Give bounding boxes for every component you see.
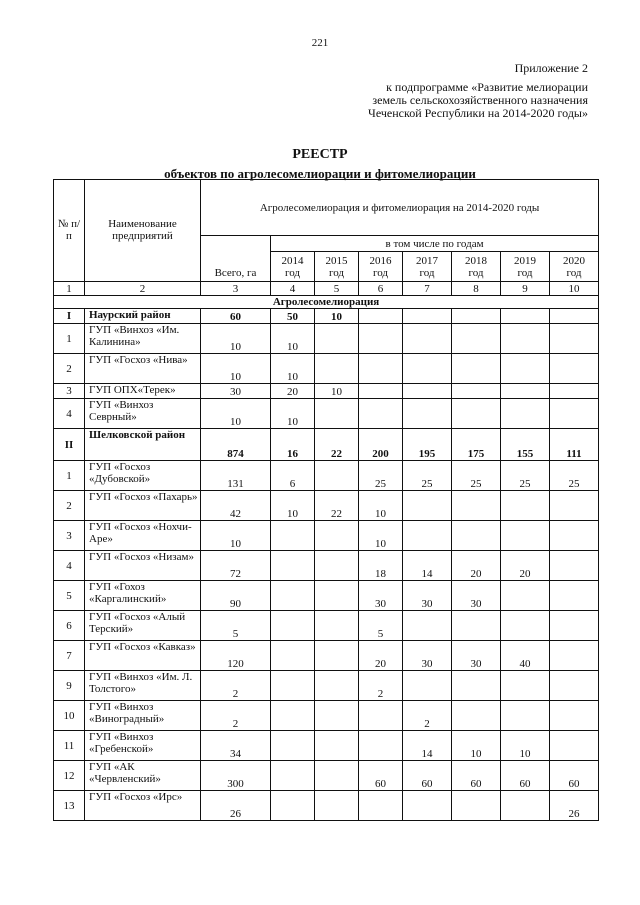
cell-no: 2 bbox=[54, 491, 85, 521]
header-name: Наименование предприятий bbox=[85, 180, 201, 282]
cell-y2020 bbox=[550, 641, 599, 671]
cell-y2014: 6 bbox=[271, 461, 315, 491]
cell-y2017: 195 bbox=[403, 429, 452, 461]
cell-y2016: 25 bbox=[359, 461, 403, 491]
cell-y2014 bbox=[271, 671, 315, 701]
cell-name: ГУП «Винхоз «Им. Калинина» bbox=[85, 324, 201, 354]
cell-no: 3 bbox=[54, 521, 85, 551]
cell-y2017 bbox=[403, 354, 452, 384]
cell-no: 12 bbox=[54, 761, 85, 791]
header-year: 2015 год bbox=[315, 252, 359, 282]
cell-name: ГУП ОПХ«Терек» bbox=[85, 384, 201, 399]
header-year: 2018 год bbox=[452, 252, 501, 282]
cell-y2019: 25 bbox=[501, 461, 550, 491]
cell-y2016: 18 bbox=[359, 551, 403, 581]
cell-y2017 bbox=[403, 399, 452, 429]
appendix-line: Чеченской Республики на 2014-2020 годы» bbox=[368, 106, 588, 120]
cell-y2017: 14 bbox=[403, 551, 452, 581]
cell-name: ГУП «Гохоз «Каргалинский» bbox=[85, 581, 201, 611]
cell-y2016: 2 bbox=[359, 671, 403, 701]
cell-y2014 bbox=[271, 581, 315, 611]
document-subtitle: объектов по агролесомелиорации и фитомелиорации bbox=[164, 166, 476, 181]
cell-y2015 bbox=[315, 399, 359, 429]
header-year: 2019 год bbox=[501, 252, 550, 282]
cell-y2015 bbox=[315, 461, 359, 491]
table-row bbox=[54, 551, 599, 581]
cell-y2020: 60 bbox=[550, 761, 599, 791]
cell-total: 2 bbox=[201, 671, 271, 701]
cell-total: 34 bbox=[201, 731, 271, 761]
cell-y2020: 111 bbox=[550, 429, 599, 461]
cell-no: 11 bbox=[54, 731, 85, 761]
cell-y2018: 60 bbox=[452, 761, 501, 791]
cell-y2019: 10 bbox=[501, 731, 550, 761]
cell-y2018 bbox=[452, 791, 501, 821]
cell-name: ГУП «Госхоз «Дубовской» bbox=[85, 461, 201, 491]
cell-y2014: 16 bbox=[271, 429, 315, 461]
column-number: 10 bbox=[550, 282, 599, 296]
cell-y2016: 10 bbox=[359, 491, 403, 521]
cell-name: Шелковской район bbox=[85, 429, 201, 461]
table-row bbox=[54, 671, 599, 701]
cell-y2020 bbox=[550, 611, 599, 641]
cell-y2015: 10 bbox=[315, 384, 359, 399]
cell-no: 6 bbox=[54, 611, 85, 641]
cell-y2019 bbox=[501, 521, 550, 551]
cell-y2016: 30 bbox=[359, 581, 403, 611]
cell-y2019 bbox=[501, 354, 550, 384]
column-number: 1 bbox=[54, 282, 85, 296]
header-years-group: в том числе по годам bbox=[271, 236, 599, 252]
column-number: 6 bbox=[359, 282, 403, 296]
cell-y2017 bbox=[403, 611, 452, 641]
column-number: 8 bbox=[452, 282, 501, 296]
cell-no: 1 bbox=[54, 324, 85, 354]
cell-y2018: 25 bbox=[452, 461, 501, 491]
cell-y2015 bbox=[315, 701, 359, 731]
cell-y2014 bbox=[271, 791, 315, 821]
document-title: РЕЕСТР bbox=[292, 147, 348, 162]
cell-y2015 bbox=[315, 641, 359, 671]
table-row bbox=[54, 399, 599, 429]
cell-total: 60 bbox=[201, 309, 271, 324]
cell-total: 42 bbox=[201, 491, 271, 521]
cell-total: 874 bbox=[201, 429, 271, 461]
appendix-line: земель сельскохозяйственного назначения bbox=[372, 93, 588, 107]
cell-y2014: 10 bbox=[271, 491, 315, 521]
cell-y2015 bbox=[315, 551, 359, 581]
cell-y2018 bbox=[452, 384, 501, 399]
cell-y2019 bbox=[501, 399, 550, 429]
table-row bbox=[54, 611, 599, 641]
cell-y2018 bbox=[452, 671, 501, 701]
cell-y2020 bbox=[550, 399, 599, 429]
table-row bbox=[54, 761, 599, 791]
cell-total: 10 bbox=[201, 354, 271, 384]
cell-y2014 bbox=[271, 551, 315, 581]
cell-y2015 bbox=[315, 671, 359, 701]
cell-no: 4 bbox=[54, 399, 85, 429]
cell-no: 1 bbox=[54, 461, 85, 491]
appendix-line: к подпрограмме «Развитие мелиорации bbox=[386, 80, 588, 94]
cell-y2018 bbox=[452, 309, 501, 324]
column-number: 2 bbox=[85, 282, 201, 296]
cell-total: 90 bbox=[201, 581, 271, 611]
cell-y2016: 60 bbox=[359, 761, 403, 791]
cell-name: ГУП «Госхоз «Алый Терский» bbox=[85, 611, 201, 641]
cell-y2017: 30 bbox=[403, 581, 452, 611]
cell-y2020 bbox=[550, 551, 599, 581]
table-row bbox=[54, 641, 599, 671]
cell-y2018: 30 bbox=[452, 641, 501, 671]
cell-no: 5 bbox=[54, 581, 85, 611]
table-row bbox=[54, 324, 599, 354]
cell-y2018 bbox=[452, 399, 501, 429]
cell-y2014 bbox=[271, 731, 315, 761]
cell-y2017 bbox=[403, 324, 452, 354]
cell-no: 3 bbox=[54, 384, 85, 399]
cell-y2018 bbox=[452, 354, 501, 384]
cell-total: 120 bbox=[201, 641, 271, 671]
header-total: Всего, га bbox=[201, 236, 271, 282]
page-number: 221 bbox=[311, 37, 329, 49]
cell-y2014: 10 bbox=[271, 354, 315, 384]
registry-table bbox=[53, 179, 599, 821]
table-row bbox=[54, 791, 599, 821]
cell-total: 300 bbox=[201, 761, 271, 791]
cell-y2016 bbox=[359, 399, 403, 429]
cell-y2016: 20 bbox=[359, 641, 403, 671]
cell-y2015 bbox=[315, 791, 359, 821]
cell-y2019: 60 bbox=[501, 761, 550, 791]
cell-name: ГУП «Госхоз «Низам» bbox=[85, 551, 201, 581]
cell-y2019: 40 bbox=[501, 641, 550, 671]
cell-y2015 bbox=[315, 521, 359, 551]
cell-no: II bbox=[54, 429, 85, 461]
cell-y2014 bbox=[271, 701, 315, 731]
cell-y2018 bbox=[452, 611, 501, 641]
header-year: 2017 год bbox=[403, 252, 452, 282]
cell-y2017: 25 bbox=[403, 461, 452, 491]
cell-y2018: 175 bbox=[452, 429, 501, 461]
cell-no: 7 bbox=[54, 641, 85, 671]
cell-y2016 bbox=[359, 731, 403, 761]
cell-y2015 bbox=[315, 581, 359, 611]
cell-y2015 bbox=[315, 761, 359, 791]
cell-y2020 bbox=[550, 521, 599, 551]
cell-y2017: 2 bbox=[403, 701, 452, 731]
cell-total: 10 bbox=[201, 399, 271, 429]
cell-no: 9 bbox=[54, 671, 85, 701]
cell-y2014: 20 bbox=[271, 384, 315, 399]
cell-y2019 bbox=[501, 701, 550, 731]
cell-y2017: 14 bbox=[403, 731, 452, 761]
cell-y2020 bbox=[550, 354, 599, 384]
cell-no: 10 bbox=[54, 701, 85, 731]
cell-y2017 bbox=[403, 791, 452, 821]
cell-name: ГУП «Винхоз Севрный» bbox=[85, 399, 201, 429]
table-row bbox=[54, 521, 599, 551]
cell-y2016 bbox=[359, 324, 403, 354]
cell-y2019 bbox=[501, 581, 550, 611]
cell-y2019 bbox=[501, 324, 550, 354]
cell-total: 131 bbox=[201, 461, 271, 491]
table-row bbox=[54, 309, 599, 324]
cell-y2015 bbox=[315, 354, 359, 384]
cell-y2018: 10 bbox=[452, 731, 501, 761]
cell-total: 30 bbox=[201, 384, 271, 399]
cell-y2014 bbox=[271, 641, 315, 671]
cell-name: ГУП «Госхоз «Нива» bbox=[85, 354, 201, 384]
cell-y2019: 155 bbox=[501, 429, 550, 461]
cell-total: 10 bbox=[201, 521, 271, 551]
table-row bbox=[54, 701, 599, 731]
cell-y2018: 20 bbox=[452, 551, 501, 581]
cell-y2017 bbox=[403, 309, 452, 324]
cell-name: ГУП «Винхоз «Им. Л. Толстого» bbox=[85, 671, 201, 701]
header-year: 2020 год bbox=[550, 252, 599, 282]
column-number: 4 bbox=[271, 282, 315, 296]
cell-no: 4 bbox=[54, 551, 85, 581]
cell-y2014 bbox=[271, 521, 315, 551]
cell-y2018 bbox=[452, 491, 501, 521]
cell-y2017 bbox=[403, 491, 452, 521]
header-no: № п/п bbox=[54, 180, 85, 282]
cell-y2014: 10 bbox=[271, 399, 315, 429]
cell-y2015: 22 bbox=[315, 491, 359, 521]
cell-y2020 bbox=[550, 491, 599, 521]
header-year: 2016 год bbox=[359, 252, 403, 282]
cell-y2016 bbox=[359, 384, 403, 399]
cell-y2014: 10 bbox=[271, 324, 315, 354]
cell-y2020 bbox=[550, 701, 599, 731]
table-row bbox=[54, 429, 599, 461]
cell-total: 2 bbox=[201, 701, 271, 731]
cell-no: 13 bbox=[54, 791, 85, 821]
cell-y2020 bbox=[550, 309, 599, 324]
column-number: 9 bbox=[501, 282, 550, 296]
cell-y2018 bbox=[452, 324, 501, 354]
cell-y2019 bbox=[501, 491, 550, 521]
column-number: 5 bbox=[315, 282, 359, 296]
cell-y2017 bbox=[403, 671, 452, 701]
cell-y2014: 50 bbox=[271, 309, 315, 324]
appendix-title: Приложение 2 bbox=[514, 61, 588, 75]
cell-total: 10 bbox=[201, 324, 271, 354]
cell-total: 72 bbox=[201, 551, 271, 581]
cell-y2015: 10 bbox=[315, 309, 359, 324]
cell-y2020 bbox=[550, 731, 599, 761]
cell-y2016: 10 bbox=[359, 521, 403, 551]
cell-no: 2 bbox=[54, 354, 85, 384]
cell-y2016 bbox=[359, 701, 403, 731]
cell-y2018 bbox=[452, 701, 501, 731]
appendix-block bbox=[368, 62, 588, 120]
cell-y2014 bbox=[271, 611, 315, 641]
cell-y2015 bbox=[315, 324, 359, 354]
column-number: 7 bbox=[403, 282, 452, 296]
cell-name: ГУП «Госхоз «Ирс» bbox=[85, 791, 201, 821]
section-title: Агролесомелиорация bbox=[54, 296, 599, 309]
cell-y2020 bbox=[550, 384, 599, 399]
cell-y2017: 60 bbox=[403, 761, 452, 791]
cell-y2016: 5 bbox=[359, 611, 403, 641]
table-row bbox=[54, 354, 599, 384]
cell-y2014 bbox=[271, 761, 315, 791]
cell-name: Наурский район bbox=[85, 309, 201, 324]
cell-y2015: 22 bbox=[315, 429, 359, 461]
cell-y2016 bbox=[359, 309, 403, 324]
cell-no: I bbox=[54, 309, 85, 324]
cell-y2020 bbox=[550, 671, 599, 701]
cell-name: ГУП «Винхоз «Виноградный» bbox=[85, 701, 201, 731]
cell-y2017: 30 bbox=[403, 641, 452, 671]
table-row bbox=[54, 731, 599, 761]
cell-y2020: 25 bbox=[550, 461, 599, 491]
cell-y2018 bbox=[452, 521, 501, 551]
header-group: Агролесомелиорация и фитомелиорация на 2014-2020 годы bbox=[201, 180, 599, 236]
cell-y2017 bbox=[403, 384, 452, 399]
cell-y2020: 26 bbox=[550, 791, 599, 821]
cell-name: ГУП «Винхоз «Гребенской» bbox=[85, 731, 201, 761]
cell-y2019 bbox=[501, 384, 550, 399]
header-year: 2014 год bbox=[271, 252, 315, 282]
table-row bbox=[54, 461, 599, 491]
cell-total: 5 bbox=[201, 611, 271, 641]
cell-y2020 bbox=[550, 581, 599, 611]
cell-name: ГУП «АК «Червленский» bbox=[85, 761, 201, 791]
cell-y2016 bbox=[359, 354, 403, 384]
cell-name: ГУП «Госхоз «Нохчи-Аре» bbox=[85, 521, 201, 551]
cell-y2016: 200 bbox=[359, 429, 403, 461]
cell-y2016 bbox=[359, 791, 403, 821]
column-number: 3 bbox=[201, 282, 271, 296]
table-row bbox=[54, 384, 599, 399]
cell-y2017 bbox=[403, 521, 452, 551]
cell-y2019 bbox=[501, 611, 550, 641]
cell-y2019 bbox=[501, 671, 550, 701]
cell-y2019: 20 bbox=[501, 551, 550, 581]
table-row bbox=[54, 581, 599, 611]
cell-y2019 bbox=[501, 309, 550, 324]
cell-y2020 bbox=[550, 324, 599, 354]
cell-name: ГУП «Госхоз «Пахарь» bbox=[85, 491, 201, 521]
cell-name: ГУП «Госхоз «Кавказ» bbox=[85, 641, 201, 671]
cell-y2015 bbox=[315, 611, 359, 641]
cell-total: 26 bbox=[201, 791, 271, 821]
cell-y2018: 30 bbox=[452, 581, 501, 611]
cell-y2015 bbox=[315, 731, 359, 761]
cell-y2019 bbox=[501, 791, 550, 821]
table-row bbox=[54, 491, 599, 521]
